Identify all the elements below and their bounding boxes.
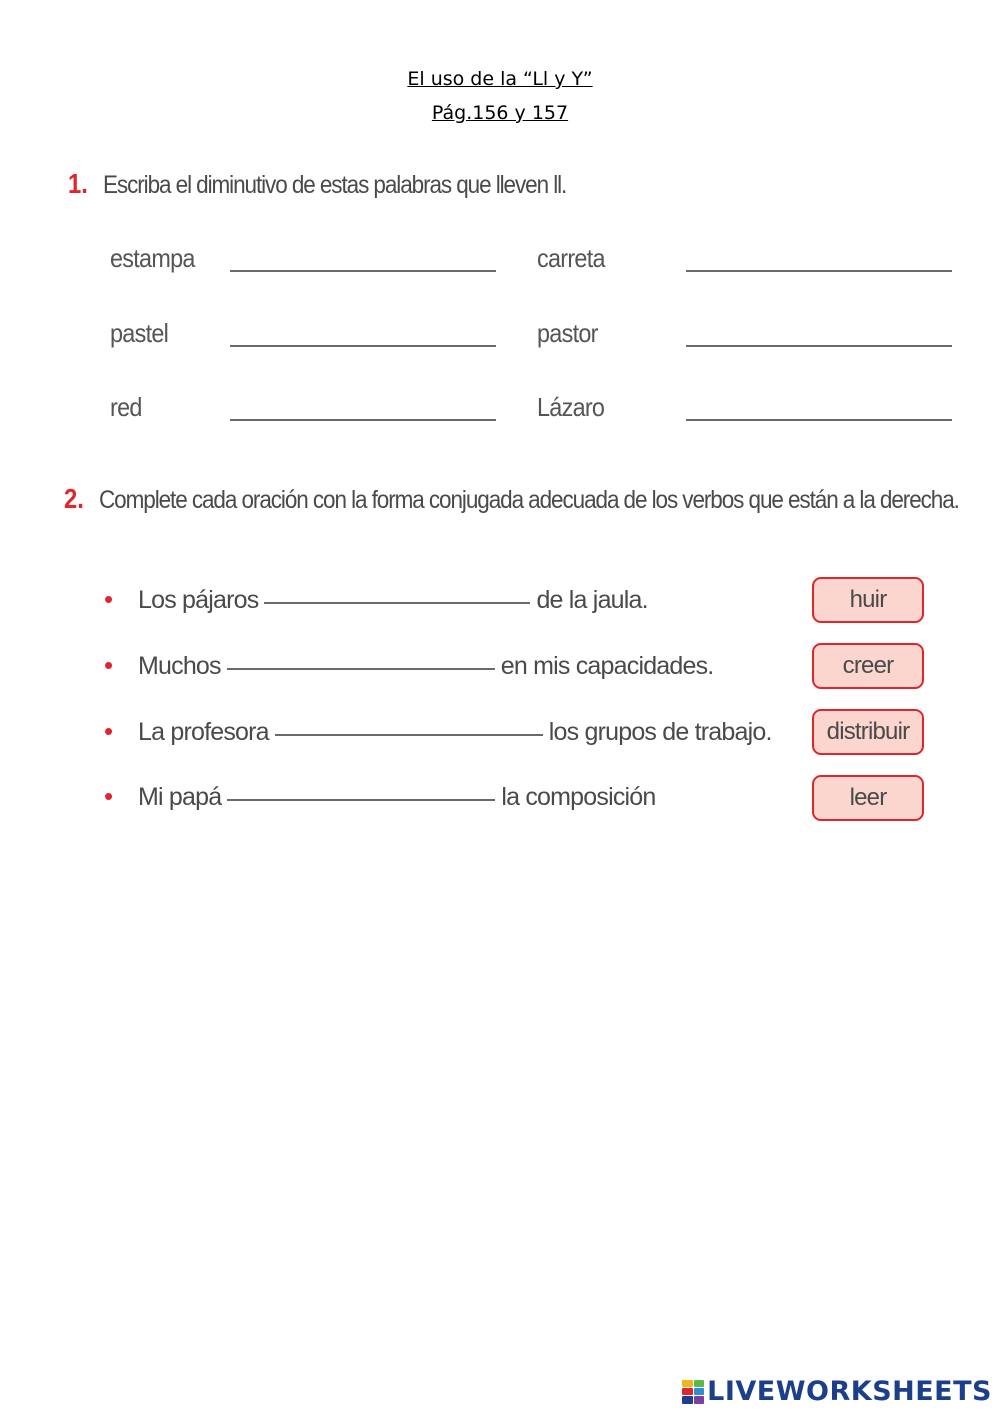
exercise-2-heading (64, 483, 1000, 515)
sentence-end: la composición (501, 783, 656, 811)
page-title-block (0, 62, 1000, 130)
word-label: estampa (110, 243, 195, 273)
answer-blank-estampa[interactable] (230, 270, 496, 272)
sentence-blank-2[interactable] (227, 668, 495, 670)
sentence-blank-4[interactable] (227, 799, 495, 801)
sentence-end: en mis capacidades. (500, 652, 714, 680)
brand-name: LIVEWORKSHEETS (707, 1376, 992, 1407)
sentence-blank-1[interactable] (264, 602, 530, 604)
word-label: pastor (537, 318, 598, 348)
sentence-row (100, 584, 648, 615)
verb-box: leer (812, 775, 924, 821)
exercise-2-instruction: Complete cada oración con la forma conjugada adecuada de los verbos que están a la derecha. (99, 486, 960, 514)
verb-box: creer (812, 643, 924, 689)
sentence-start: Los pájaros (138, 586, 259, 614)
exercise-1-number: 1. (68, 168, 88, 199)
sentence-end: de la jaula. (536, 586, 648, 614)
page-subtitle: Pág.156 y 157 (431, 102, 569, 124)
sentence-end: los grupos de trabajo. (548, 718, 772, 746)
sentence-blank-3[interactable] (275, 734, 543, 736)
word-label: red (110, 392, 142, 422)
answer-blank-pastel[interactable] (230, 345, 496, 347)
verb-box: huir (812, 577, 924, 623)
answer-blank-pastor[interactable] (686, 345, 952, 347)
sentence-start: Muchos (138, 652, 221, 680)
exercise-1-heading (68, 168, 618, 200)
answer-blank-red[interactable] (230, 419, 496, 421)
verb-box: distribuir (812, 709, 924, 755)
exercise-1-instruction: Escriba el diminutivo de estas palabras que lleven ll. (103, 171, 567, 199)
word-label: Lázaro (537, 392, 605, 422)
sentence-row (100, 781, 656, 812)
answer-blank-carreta[interactable] (686, 270, 952, 272)
bullet-icon: • (104, 716, 113, 746)
sentence-row (100, 716, 772, 747)
bullet-icon: • (104, 584, 113, 614)
word-label: carreta (537, 243, 605, 273)
bullet-icon: • (104, 781, 113, 811)
exercise-2-number: 2. (64, 483, 84, 514)
liveworksheets-brand (682, 1376, 992, 1407)
liveworksheets-logo-icon (682, 1380, 704, 1404)
page-title: El uso de la “Ll y Y” (407, 68, 593, 90)
sentence-start: La profesora (138, 718, 269, 746)
sentence-row (100, 650, 713, 681)
answer-blank-lazaro[interactable] (686, 419, 952, 421)
sentence-start: Mi papá (138, 783, 222, 811)
bullet-icon: • (104, 650, 113, 680)
word-label: pastel (110, 318, 169, 348)
